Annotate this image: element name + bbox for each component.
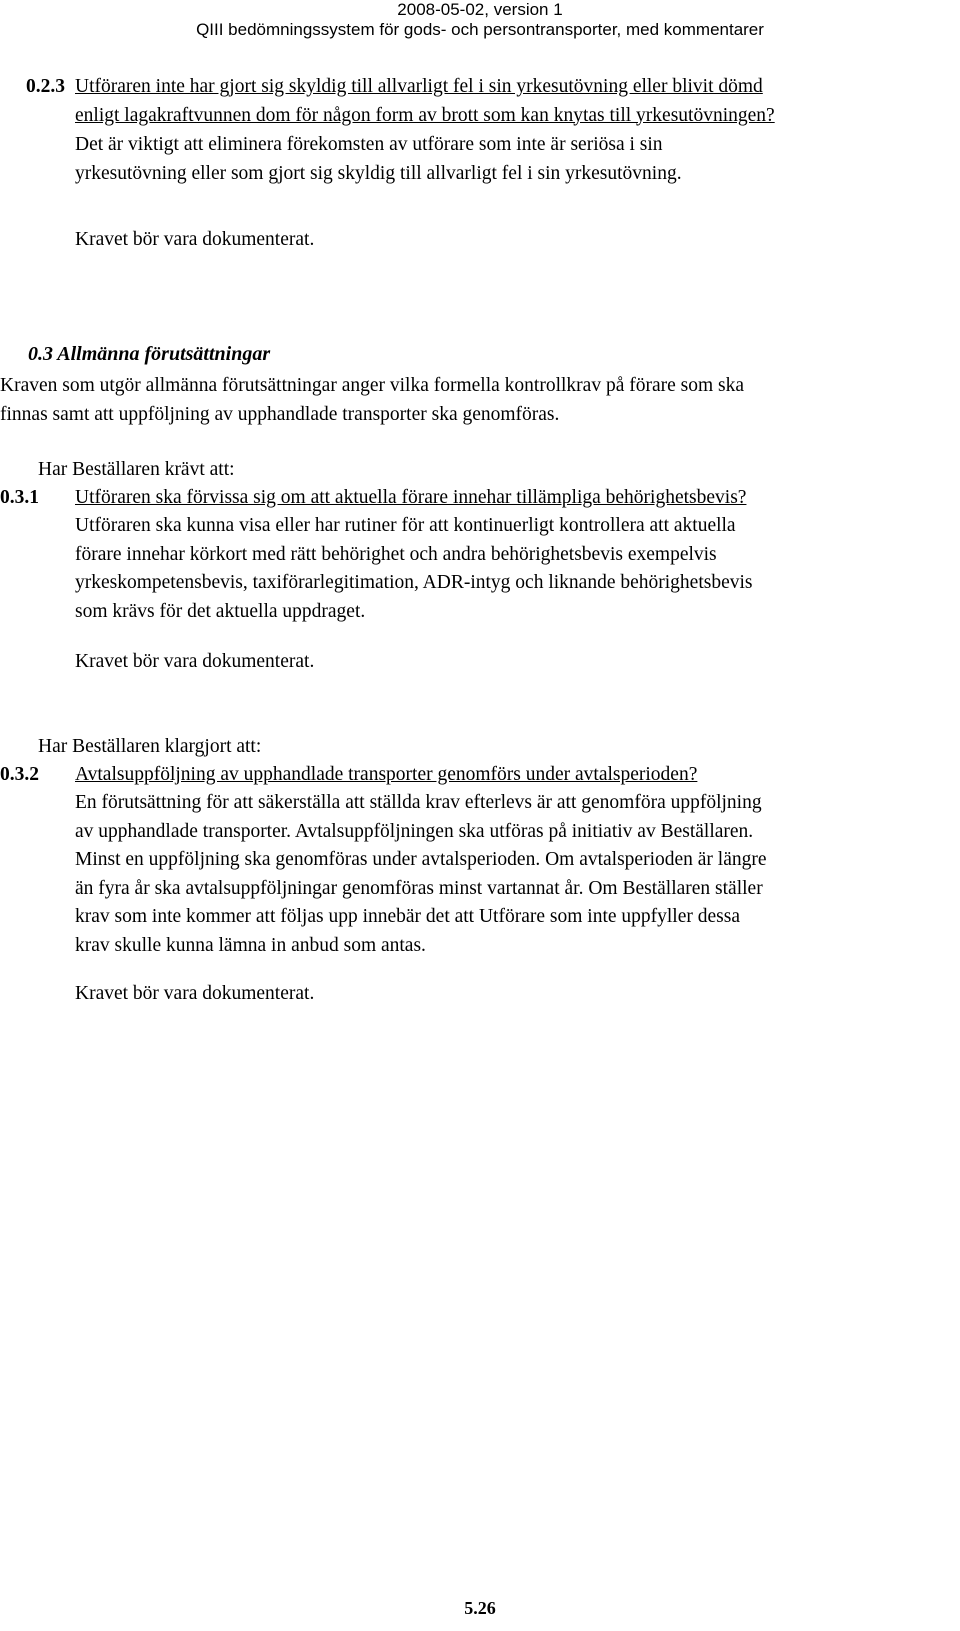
item-032-comment-line: krav skulle kunna lämna in anbud som antas. — [75, 934, 426, 956]
item-032-number: 0.3.2 — [0, 764, 39, 785]
item-032-comment-line: av upphandlade transporter. Avtalsuppföljningen ska utföras på initiativ av Beställaren. — [75, 820, 754, 842]
item-023-note: Kravet bör vara dokumenterat. — [75, 229, 315, 250]
item-032-comment-line: En förutsättning för att säkerställa att ställda krav efterlevs är att genomföra uppföljning — [75, 792, 762, 813]
item-031-comment — [75, 512, 955, 626]
item-023-question — [75, 73, 955, 130]
header-date-version: 2008-05-02, version 1 — [397, 0, 563, 19]
item-023-comment-line: Det är viktigt att eliminera förekomsten av utförare som inte är seriösa i sin — [75, 134, 663, 155]
item-031-comment-line: som krävs för det aktuella uppdraget. — [75, 600, 366, 622]
item-032-comment — [75, 789, 955, 960]
section-03-heading: 0.3 Allmänna förutsättningar — [28, 343, 271, 365]
page-number: 5.26 — [464, 1598, 496, 1618]
item-031-lead: Har Beställaren krävt att: — [38, 459, 235, 480]
item-031-number: 0.3.1 — [0, 487, 39, 508]
item-032-comment-line: Minst en uppföljning ska genomföras under avtalsperioden. Om avtalsperioden är längre — [75, 849, 767, 870]
item-032-note: Kravet bör vara dokumenterat. — [75, 983, 315, 1004]
section-03-intro-line: finnas samt att uppföljning av upphandlade transporter ska genomföras. — [0, 403, 560, 425]
item-023-number: 0.2.3 — [26, 76, 65, 97]
item-032-lead: Har Beställaren klargjort att: — [38, 736, 262, 757]
item-032-question: Avtalsuppföljning av upphandlade transporter genomförs under avtalsperioden? — [75, 764, 698, 785]
item-032-comment-line: krav som inte kommer att följas upp innebär det att Utförare som inte uppfyller dessa — [75, 906, 740, 927]
section-03-intro — [0, 372, 955, 429]
item-031-comment-line: förare innehar körkort med rätt behörighet och andra behörighetsbevis exempelvis — [75, 543, 717, 565]
section-03-intro-line: Kraven som utgör allmänna förutsättningar anger vilka formella kontrollkrav på förare som ska — [0, 375, 745, 396]
header-title: QIII bedömningssystem för gods- och persontransporter, med kommentarer — [196, 20, 764, 39]
item-023-comment — [75, 131, 955, 188]
item-023-question-line: Utföraren inte har gjort sig skyldig till allvarligt fel i sin yrkesutövning eller blivit dömd — [75, 76, 763, 97]
item-031-question: Utföraren ska förvissa sig om att aktuella förare innehar tillämpliga behörighetsbevis? — [75, 487, 747, 508]
item-031-note: Kravet bör vara dokumenterat. — [75, 651, 315, 672]
item-023-comment-line: yrkesutövning eller som gjort sig skyldig till allvarligt fel i sin yrkesutövning. — [75, 162, 682, 184]
item-032-comment-line: än fyra år ska avtalsuppföljningar genomföras minst vartannat år. Om Beställaren ställer — [75, 877, 763, 899]
item-023-question-line: enligt lagakraftvunnen dom för någon form av brott som kan knytas till yrkesutövningen? — [75, 104, 775, 126]
item-031-comment-line: yrkeskompetensbevis, taxiförarlegitimation, ADR-intyg och liknande behörighetsbevis — [75, 572, 753, 593]
item-031-comment-line: Utföraren ska kunna visa eller har rutiner för att kontinuerligt kontrollera att aktuella — [75, 515, 736, 536]
